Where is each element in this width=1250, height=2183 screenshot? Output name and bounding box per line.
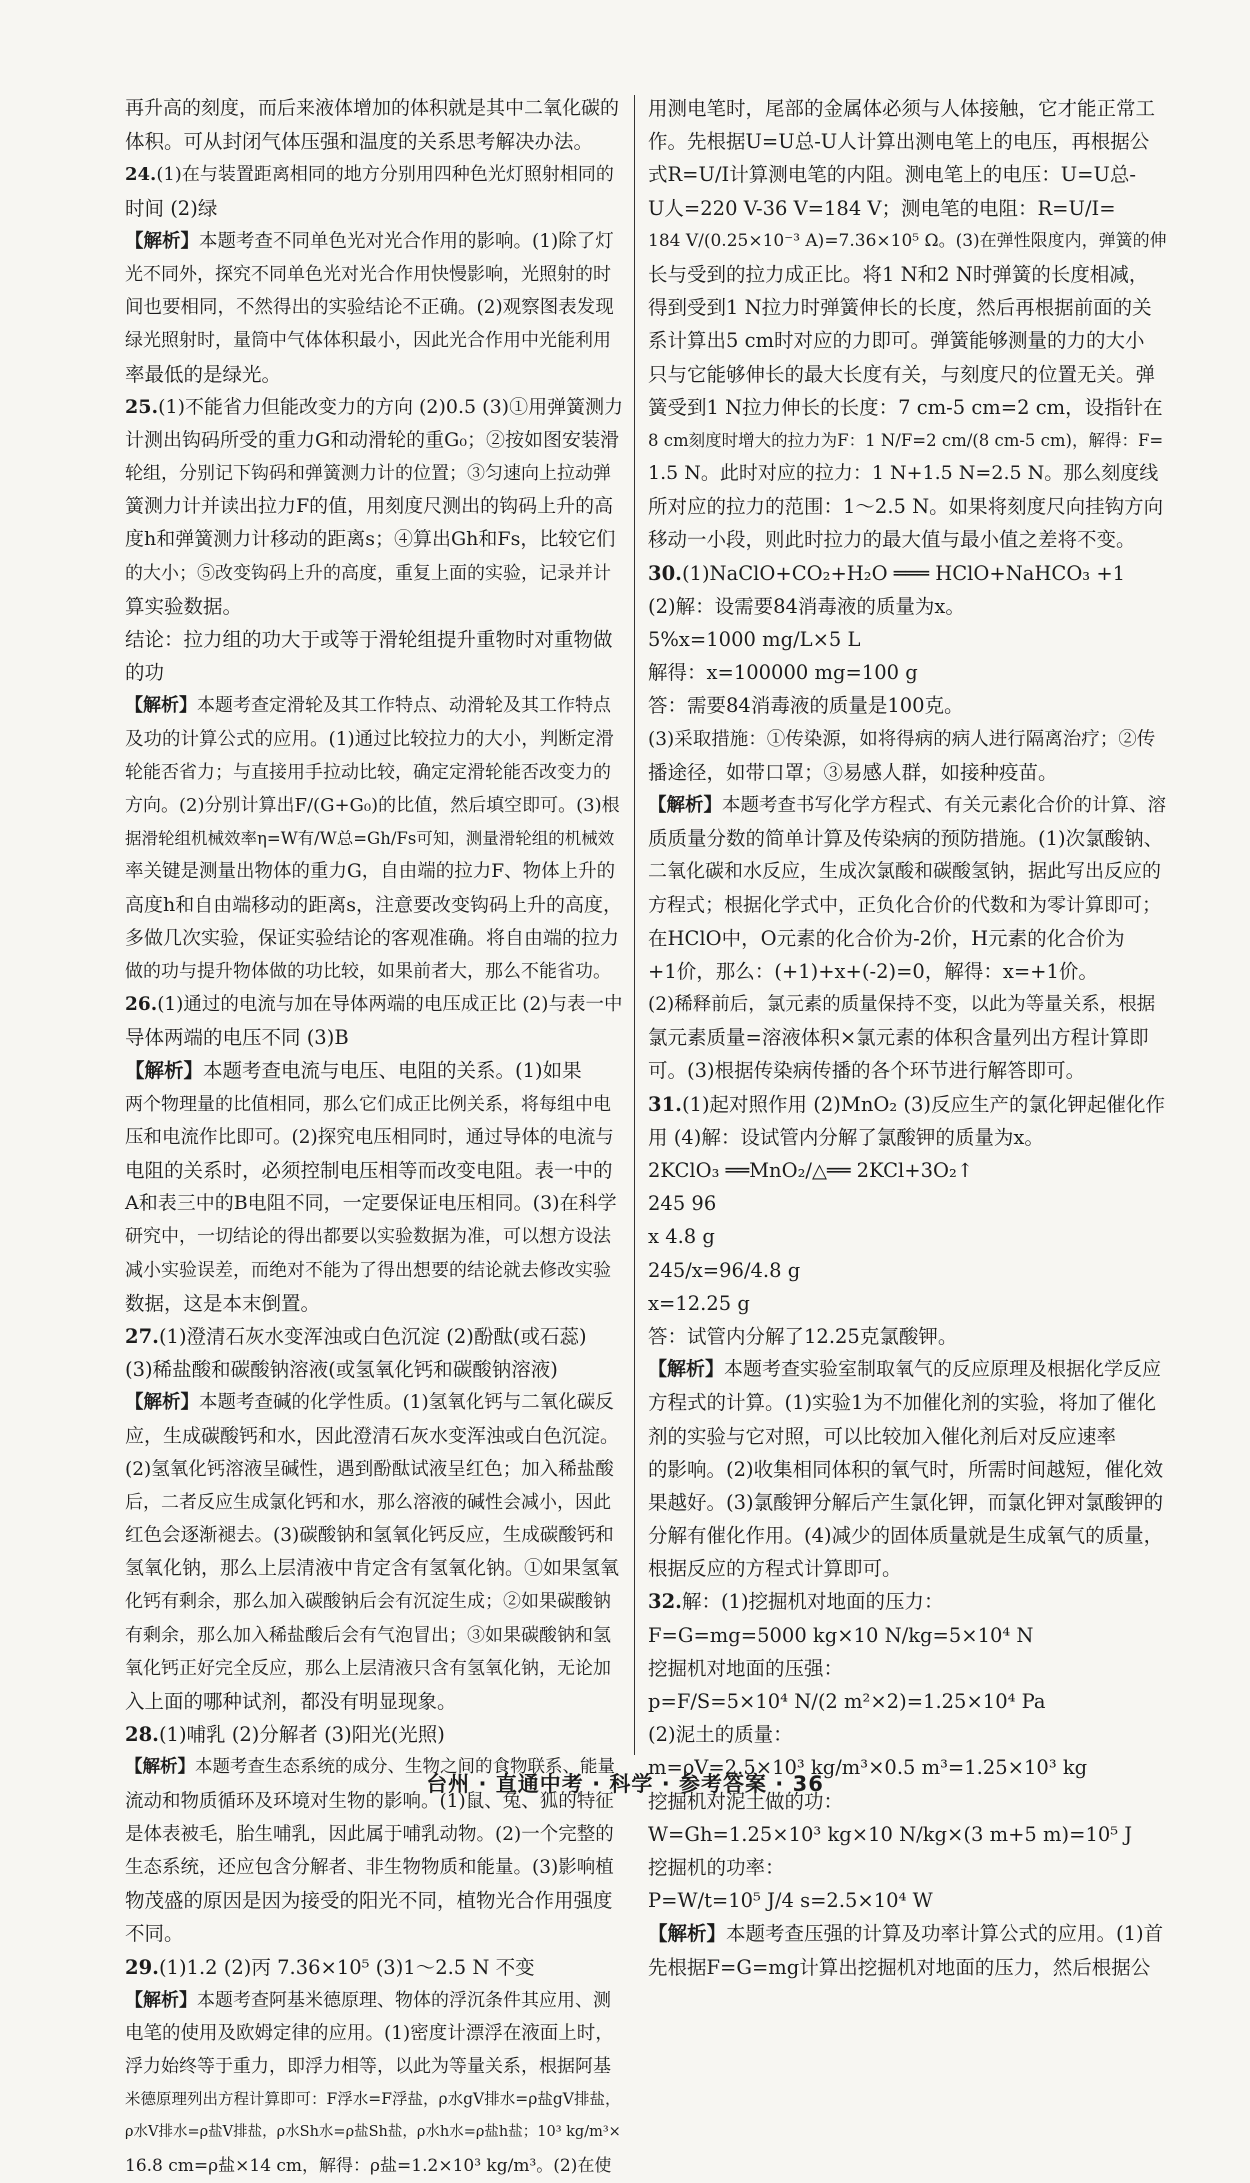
line-text: 氧化钙正好完全反应，那么上层清液只含有氢氧化钠，无论加 [125,1657,611,1679]
text-line [125,1585,623,1618]
text-line [125,590,623,623]
line-text: x=12.25 g [648,1291,750,1315]
line-text: 间也要相同，不然得出的实验结论不正确。(2)观察图表发现 [125,297,614,319]
line-text: 本题考查生态系统的成分、生物之间的食物联系、能量 [195,1757,615,1778]
line-text: 移动一小段，则此时拉力的最大值与最小值之差将不变。 [648,528,1136,552]
line-text: 本题考查实验室制取氧气的反应原理及根据化学反应 [724,1358,1162,1381]
line-text: 挖掘机对地面的压强： [648,1656,844,1680]
line-text: 轮能否省力；与直接用手拉动比较，确定定滑轮能否改变力的 [125,761,611,783]
text-line [648,1088,1168,1121]
text-line [648,158,1168,191]
text-line [648,855,1168,888]
text-line [125,1951,623,1984]
text-line [125,922,623,955]
line-text: (1)在与装置距离相同的地方分别用四种色光灯照射相同的 [156,164,614,186]
text-line [125,623,623,656]
line-text: 本题考查阿基米德原理、物体的浮沉条件其应用、测 [197,1989,611,2011]
text-line [125,1420,623,1453]
text-line [648,1585,1168,1618]
line-text: 流动和物质循环及环境对生物的影响。(1)鼠、兔、狐的特征 [125,1790,614,1812]
line-text: 压和电流作比即可。(2)探究电压相同时，通过导体的电流与 [125,1126,614,1148]
line-text: 两个物理量的比值相同，那么它们成正比例关系，将每组中电 [125,1093,611,1115]
text-line [648,623,1168,656]
text-line [648,1220,1168,1253]
text-line [648,424,1168,457]
line-text: 绿光照射时，量筒中气体体积最小，因此光合作用中光能利用 [125,330,611,352]
line-text: 245/x=96/4.8 g [648,1258,801,1282]
text-line [125,2017,623,2050]
question-number: 32. [648,1590,682,1614]
text-line [648,756,1168,789]
line-text: 长与受到的拉力成正比。将1 N和2 N时弹簧的长度相减， [648,262,1149,286]
line-text: 率最低的是绿光。 [125,362,282,386]
line-text: 及功的计算公式的应用。(1)通过比较拉力的大小，判断定滑 [125,728,614,750]
line-text: 解：(1)挖掘机对地面的压力： [681,1590,944,1614]
line-text: (1)不能省力但能改变力的方向 (2)0.5 (3)①用弹簧测力 [158,395,624,418]
line-text: 高度h和自由端移动的距离s，注意要改变钩码上升的高度， [125,893,622,916]
text-line [125,988,623,1021]
text-line [125,855,623,888]
text-line [648,1884,1168,1917]
line-text: 5%x=1000 mg/L×5 L [648,628,861,651]
line-text: 生态系统，还应包含分解者、非生物物质和能量。(3)影响植 [125,1856,614,1878]
text-line [648,1685,1168,1718]
line-text: U人=220 V-36 V=184 V；测电笔的电阻：R=U/I= [648,196,1116,220]
line-text: 在HClO中，O元素的化合价为-2价，H元素的化合价为 [648,926,1125,950]
text-line [648,490,1168,523]
text-line [125,424,623,457]
text-line [648,1851,1168,1884]
text-line [648,656,1168,689]
text-line [648,689,1168,722]
line-text: W=Gh=1.25×10³ kg×10 N/kg×(3 m+5 m)=10⁵ J [648,1822,1133,1846]
analysis-tag: 【解析】 [648,1358,725,1381]
line-text: 先根据F=G=mg计算出挖掘机对地面的压力，然后根据公 [648,1955,1151,1979]
line-text: 挖掘机对泥土做的功： [648,1789,844,1813]
line-text: 是体表被毛，胎生哺乳，因此属于哺乳动物。(2)一个完整的 [125,1823,614,1845]
text-line [125,1154,623,1187]
line-text: 红色会逐渐褪去。(3)碳酸钠和氢氧化钙反应，生成碳酸钙和 [125,1525,614,1547]
line-text: 质质量分数的简单计算及传染病的预防措施。(1)次氯酸钠、 [648,827,1164,851]
text-line [648,1254,1168,1287]
text-line [648,92,1168,125]
text-line [648,1121,1168,1154]
text-line [125,1254,623,1287]
line-text: (1)哺乳 (2)分解者 (3)阳光(光照) [158,1723,445,1747]
analysis-tag: 【解析】 [125,230,200,252]
text-line [125,258,623,291]
analysis-tag: 【解析】 [648,794,723,816]
text-line [125,391,623,424]
line-text: 方向。(2)分别计算出F/(G+G₀)的比值，然后填空即可。(3)根 [125,794,620,816]
line-text: 入上面的哪种试剂，都没有明显现象。 [125,1690,457,1713]
text-line [648,557,1168,590]
line-text: 做的功与提升物体做的功比较，如果前者大，那么不能省功。 [125,960,611,982]
text-line [125,490,623,523]
text-line [125,2150,623,2183]
line-text: 物茂盛的原因是因为接受的阳光不同，植物光合作用强度 [125,1889,613,1913]
question-number: 24. [125,164,157,186]
question-number: 26. [125,994,158,1016]
text-line [648,1021,1168,1054]
text-line [648,1951,1168,1984]
text-line [125,1187,623,1220]
line-text: 的影响。(2)收集相同体积的氧气时，所需时间越短，催化效 [648,1457,1164,1481]
line-text: 轮组，分别记下钩码和弹簧测力计的位置；③匀速向上拉动弹 [125,463,611,485]
text-line [125,225,623,258]
line-text: 体积。可从封闭气体压强和温度的关系思考解决办法。 [125,130,594,154]
text-line [125,457,623,490]
text-line [125,1552,623,1585]
question-number: 31. [648,1092,682,1116]
text-line [648,1818,1168,1851]
text-line [125,192,623,225]
line-text: 得到受到1 N拉力时弹簧伸长的长度，然后再根据前面的关 [648,296,1152,320]
text-line [125,1353,623,1386]
line-text: 本题考查定滑轮及其工作特点、动滑轮及其工作特点 [197,695,611,717]
text-line [648,590,1168,623]
text-line [648,822,1168,855]
line-text: 用测电笔时，尾部的金属体必须与人体接触，它才能正常工 [648,97,1156,120]
line-text: 导体两端的电压不同 (3)B [125,1026,349,1050]
line-text: 只与它能够伸长的最大长度有关，与刻度尺的位置无关。弹 [648,362,1156,386]
text-line [648,1154,1168,1187]
question-number: 25. [125,395,159,418]
text-line [125,1088,623,1121]
text-line [125,1917,623,1950]
question-number: 27. [125,1324,159,1348]
line-text: x 4.8 g [648,1225,715,1249]
text-line [125,1453,623,1486]
line-text: 方程式的计算。(1)实验1为不加催化剂的实验，将加了催化 [648,1391,1157,1415]
text-line [648,1386,1168,1419]
line-text: 二氧化碳和水反应，生成次氯酸和碳酸氢钠，据此写出反应的 [648,860,1162,883]
line-text: (1)澄清石灰水变浑浊或白色沉淀 (2)酚酞(或石蕊) [158,1324,587,1348]
line-text: 1.5 N。此时对应的拉力：1 N+1.5 N=2.5 N。那么刻度线 [648,462,1159,485]
text-line [125,1984,623,2017]
line-text: 计测出钩码所受的重力G和动滑轮的重G₀；②按如图安装滑 [125,428,619,451]
line-text: 减小实验误差，而绝对不能为了得出想要的结论就去修改实验 [125,1259,611,1281]
text-line [125,955,623,988]
line-text: 系计算出5 cm时对应的力即可。弹簧能够测量的力的大小 [648,329,1145,353]
line-text: 本题考查书写化学方程式、有关元素化合价的计算、溶 [722,794,1167,816]
text-line [648,955,1168,988]
line-text: (2)解：设需要84消毒液的质量为x。 [648,594,965,618]
line-text: (2)泥土的质量： [648,1723,793,1747]
line-text: 簧受到1 N拉力伸长的长度：7 cm-5 cm=2 cm，设指针在 [648,395,1163,419]
text-line [125,822,623,855]
analysis-tag: 【解析】 [125,1757,195,1778]
analysis-tag: 【解析】 [125,1392,200,1414]
text-line [648,1619,1168,1652]
text-line [125,1386,623,1419]
line-text: 多做几次实验，保证实验结论的客观准确。将自由端的拉力 [125,926,620,949]
text-line [125,1121,623,1154]
text-line [125,1519,623,1552]
text-line [125,2083,623,2116]
text-line [125,291,623,324]
text-line [648,1552,1168,1585]
line-text: m=ρV=2.5×10³ kg/m³×0.5 m³=1.25×10³ kg [648,1756,1088,1780]
line-text: 后，二者反应生成氯化钙和水，那么溶液的碱性会减小，因此 [125,1491,611,1513]
text-line [125,1021,623,1054]
text-line [648,889,1168,922]
page-footer: 台州 · 直通中考 · 科学 · 参考答案 · 36 [426,1772,824,1796]
text-line [125,1486,623,1519]
line-text: 播途径，如带口罩；③易感人群，如接种疫苗。 [648,760,1058,784]
line-text: 8 cm刻度时增大的拉力为F：1 N/F=2 cm/(8 cm-5 cm)，解得：F= [648,430,1164,450]
text-line [648,225,1168,258]
line-text: 作。先根据U=U总-U人计算出测电笔上的电压，再根据公 [648,130,1150,154]
line-text: 率关键是测量出物体的重力G，自由端的拉力F、物体上升的 [125,861,616,883]
text-line [648,1054,1168,1087]
text-line [648,1320,1168,1353]
text-line [648,1287,1168,1320]
analysis-tag: 【解析】 [125,1059,204,1083]
line-text: 应，生成碳酸钙和水，因此澄清石灰水变浑浊或白色沉淀。 [125,1424,620,1447]
text-line [648,1718,1168,1751]
line-text: 16.8 cm=ρ盐×14 cm，解得：ρ盐=1.2×10³ kg/m³。(2)在使 [125,2155,612,2176]
line-text: 根据反应的方程式计算即可。 [648,1557,902,1581]
line-text: 研究中，一切结论的得出都要以实验数据为准，可以想方设法 [125,1226,611,1248]
text-line [648,457,1168,490]
line-text: 电笔的使用及欧姆定律的应用。(1)密度计漂浮在液面上时， [125,2022,614,2044]
text-line [125,2050,623,2083]
text-line [648,391,1168,424]
line-text: (2)氢氧化钙溶液呈碱性，遇到酚酞试液呈红色；加入稀盐酸 [125,1458,614,1480]
line-text: 用 (4)解：设试管内分解了氯酸钾的质量为x。 [648,1125,1044,1149]
line-text: (1)1.2 (2)丙 7.36×10⁵ (3)1～2.5 N 不变 [158,1955,535,1979]
line-text: 米德原理列出方程计算即可：F浮水=F浮盐，ρ水gV排水=ρ盐gV排盐， [125,2090,621,2109]
text-line [125,1220,623,1253]
line-text: +1价，那么：(+1)+x+(-2)=0，解得：x=+1价。 [648,959,1098,983]
right-column [648,92,1168,1984]
line-text: 方程式；根据化学式中，正负化合价的代数和为零计算即可； [648,893,1162,916]
line-text: 时间 (2)绿 [125,196,218,220]
text-line [125,756,623,789]
text-line [648,723,1168,756]
text-line [125,557,623,590]
text-line [125,1054,623,1087]
question-number: 29. [125,1955,159,1979]
line-text: p=F/S=5×10⁴ N/(2 m²×2)=1.25×10⁴ Pa [648,1690,1046,1713]
text-line [125,523,623,556]
text-line [648,1519,1168,1552]
text-line [125,1619,623,1652]
line-text: 245 96 [648,1192,717,1216]
line-text: 的功 [125,661,165,685]
text-line [125,689,623,722]
line-text: 浮力始终等于重力，即浮力相等，以此为等量关系，根据阿基 [125,2056,611,2078]
line-text: 数据，这是本末倒置。 [125,1291,321,1315]
text-line [648,789,1168,822]
line-text: (3)稀盐酸和碳酸钠溶液(或氢氧化钙和碳酸钠溶液) [125,1358,558,1382]
text-line [125,1320,623,1353]
line-text: 挖掘机的功率： [648,1855,785,1879]
line-text: 所对应的拉力的范围：1～2.5 N。如果将刻度尺向挂钩方向 [648,495,1164,519]
question-number: 28. [125,1723,159,1747]
text-line [125,889,623,922]
line-text: 度h和弹簧测力计移动的距离s；④算出Gh和Fs，比较它们 [125,528,616,551]
line-text: 分解有催化作用。(4)减少的固体质量就是生成氧气的质量， [648,1524,1164,1548]
line-text: 剂的实验与它对照，可以比较加入催化剂后对反应速率 [648,1424,1117,1448]
line-text: 算实验数据。 [125,594,243,618]
line-text: 电阻的关系时，必须控制电压相等而改变电阻。表一中的 [125,1159,613,1182]
line-text: 答：试管内分解了12.25克氯酸钾。 [648,1324,958,1348]
line-text: 再升高的刻度，而后来液体增加的体积就是其中二氧化碳的 [125,97,620,119]
text-line [125,1652,623,1685]
text-line [125,324,623,357]
text-line [125,125,623,158]
text-line [648,1420,1168,1453]
line-text: 不同。 [125,1922,184,1946]
text-line [125,1884,623,1917]
text-line [125,2116,623,2149]
column-divider [634,95,635,1755]
text-line [125,1851,623,1884]
text-line [648,1453,1168,1486]
text-line [648,358,1168,391]
text-line [648,291,1168,324]
text-line [648,1652,1168,1685]
line-text: 本题考查不同单色光对光合作用的影响。(1)除了灯 [199,230,614,252]
question-number: 30. [648,561,682,585]
line-text: (2)稀释前后，氯元素的质量保持不变，以此为等量关系，根据 [648,994,1156,1016]
text-line [125,1718,623,1751]
text-line [125,1287,623,1320]
line-text: (1)NaClO+CO₂+H₂O ═══ HClO+NaHCO₃ +1 [681,561,1126,585]
line-text: 簧测力计并读出拉力F的值，用刻度尺测出的钩码上升的高 [125,495,614,518]
line-text: P=W/t=10⁵ J/4 s=2.5×10⁴ W [648,1889,933,1913]
text-line [648,192,1168,225]
line-text: 光不同外，探究不同单色光对光合作用快慢影响，光照射的时 [125,263,611,285]
analysis-tag: 【解析】 [125,1989,197,2011]
text-line [125,92,623,125]
line-text: 2KClO₃ ══MnO₂/△══ 2KCl+3O₂↑ [648,1159,974,1182]
text-line [125,1685,623,1718]
line-text: A和表三中的B电阻不同，一定要保证电压相同。(3)在科学 [125,1192,617,1215]
text-line [648,125,1168,158]
line-text: F=G=mg=5000 kg×10 N/kg=5×10⁴ N [648,1623,1034,1647]
text-line [125,723,623,756]
text-line [125,789,623,822]
line-text: (1)起对照作用 (2)MnO₂ (3)反应生产的氯化钾起催化作 [681,1092,1166,1116]
line-text: 有剩余，那么加入稀盐酸后会有气泡冒出；③如果碳酸钠和氢 [125,1624,611,1646]
line-text: 据滑轮组机械效率η=W有/W总=Gh/Fs可知，测量滑轮组的机械效 [125,829,615,849]
line-text: 化钙有剩余，那么加入碳酸钠后会有沉淀生成；②如果碳酸钠 [125,1591,611,1613]
text-line [648,258,1168,291]
text-line [125,656,623,689]
line-text: 184 V/(0.25×10⁻³ A)=7.36×10⁵ Ω。(3)在弹性限度内，弹簧的伸 [648,230,1167,251]
line-text: 可。(3)根据传染病传播的各个环节进行解答即可。 [648,1059,1086,1083]
line-text: (1)通过的电流与加在导体两端的电压成正比 (2)与表一中 [157,994,623,1016]
line-text: 本题考查压强的计算及功率计算公式的应用。(1)首 [726,1922,1164,1946]
text-line [125,158,623,191]
text-line [648,988,1168,1021]
line-text: (3)采取措施：①传染源，如将得病的病人进行隔离治疗；②传 [648,728,1156,750]
line-text: ρ水V排水=ρ盐V排盐，ρ水Sh水=ρ盐Sh盐，ρ水h水=ρ盐h盐；10³ kg/m³× [125,2124,621,2141]
left-column [125,92,623,2183]
line-text: 本题考查电流与电压、电阻的关系。(1)如果 [203,1059,582,1083]
line-text: 答：需要84消毒液的质量是100克。 [648,694,964,718]
text-line [648,1353,1168,1386]
line-text: 结论：拉力组的功大于或等于滑轮组提升重物时对重物做 [125,628,613,651]
text-line [125,358,623,391]
text-line [125,1818,623,1851]
line-text: 式R=U/I计算测电笔的内阻。测电笔上的电压：U=U总- [648,163,1137,187]
line-text: 氯元素质量=溶液体积×氯元素的体积含量列出方程计算即 [648,1026,1149,1050]
line-text: 本题考查碱的化学性质。(1)氢氧化钙与二氧化碳反 [199,1392,614,1414]
text-line [648,1187,1168,1220]
line-text: 氢氧化钠，那么上层清液中肯定含有氢氧化钠。①如果氢氧 [125,1557,620,1580]
text-line [648,1486,1168,1519]
line-text: 的大小；⑤改变钩码上升的高度，重复上面的实验，记录并计 [125,562,611,584]
analysis-tag: 【解析】 [125,695,197,717]
text-line [648,523,1168,556]
text-line [648,1917,1168,1950]
text-line [648,324,1168,357]
line-text: 解得：x=100000 mg=100 g [648,661,918,685]
analysis-tag: 【解析】 [648,1922,727,1946]
line-text: 果越好。(3)氯酸钾分解后产生氯化钾，而氯化钾对氯酸钾的 [648,1490,1164,1514]
text-line [648,922,1168,955]
